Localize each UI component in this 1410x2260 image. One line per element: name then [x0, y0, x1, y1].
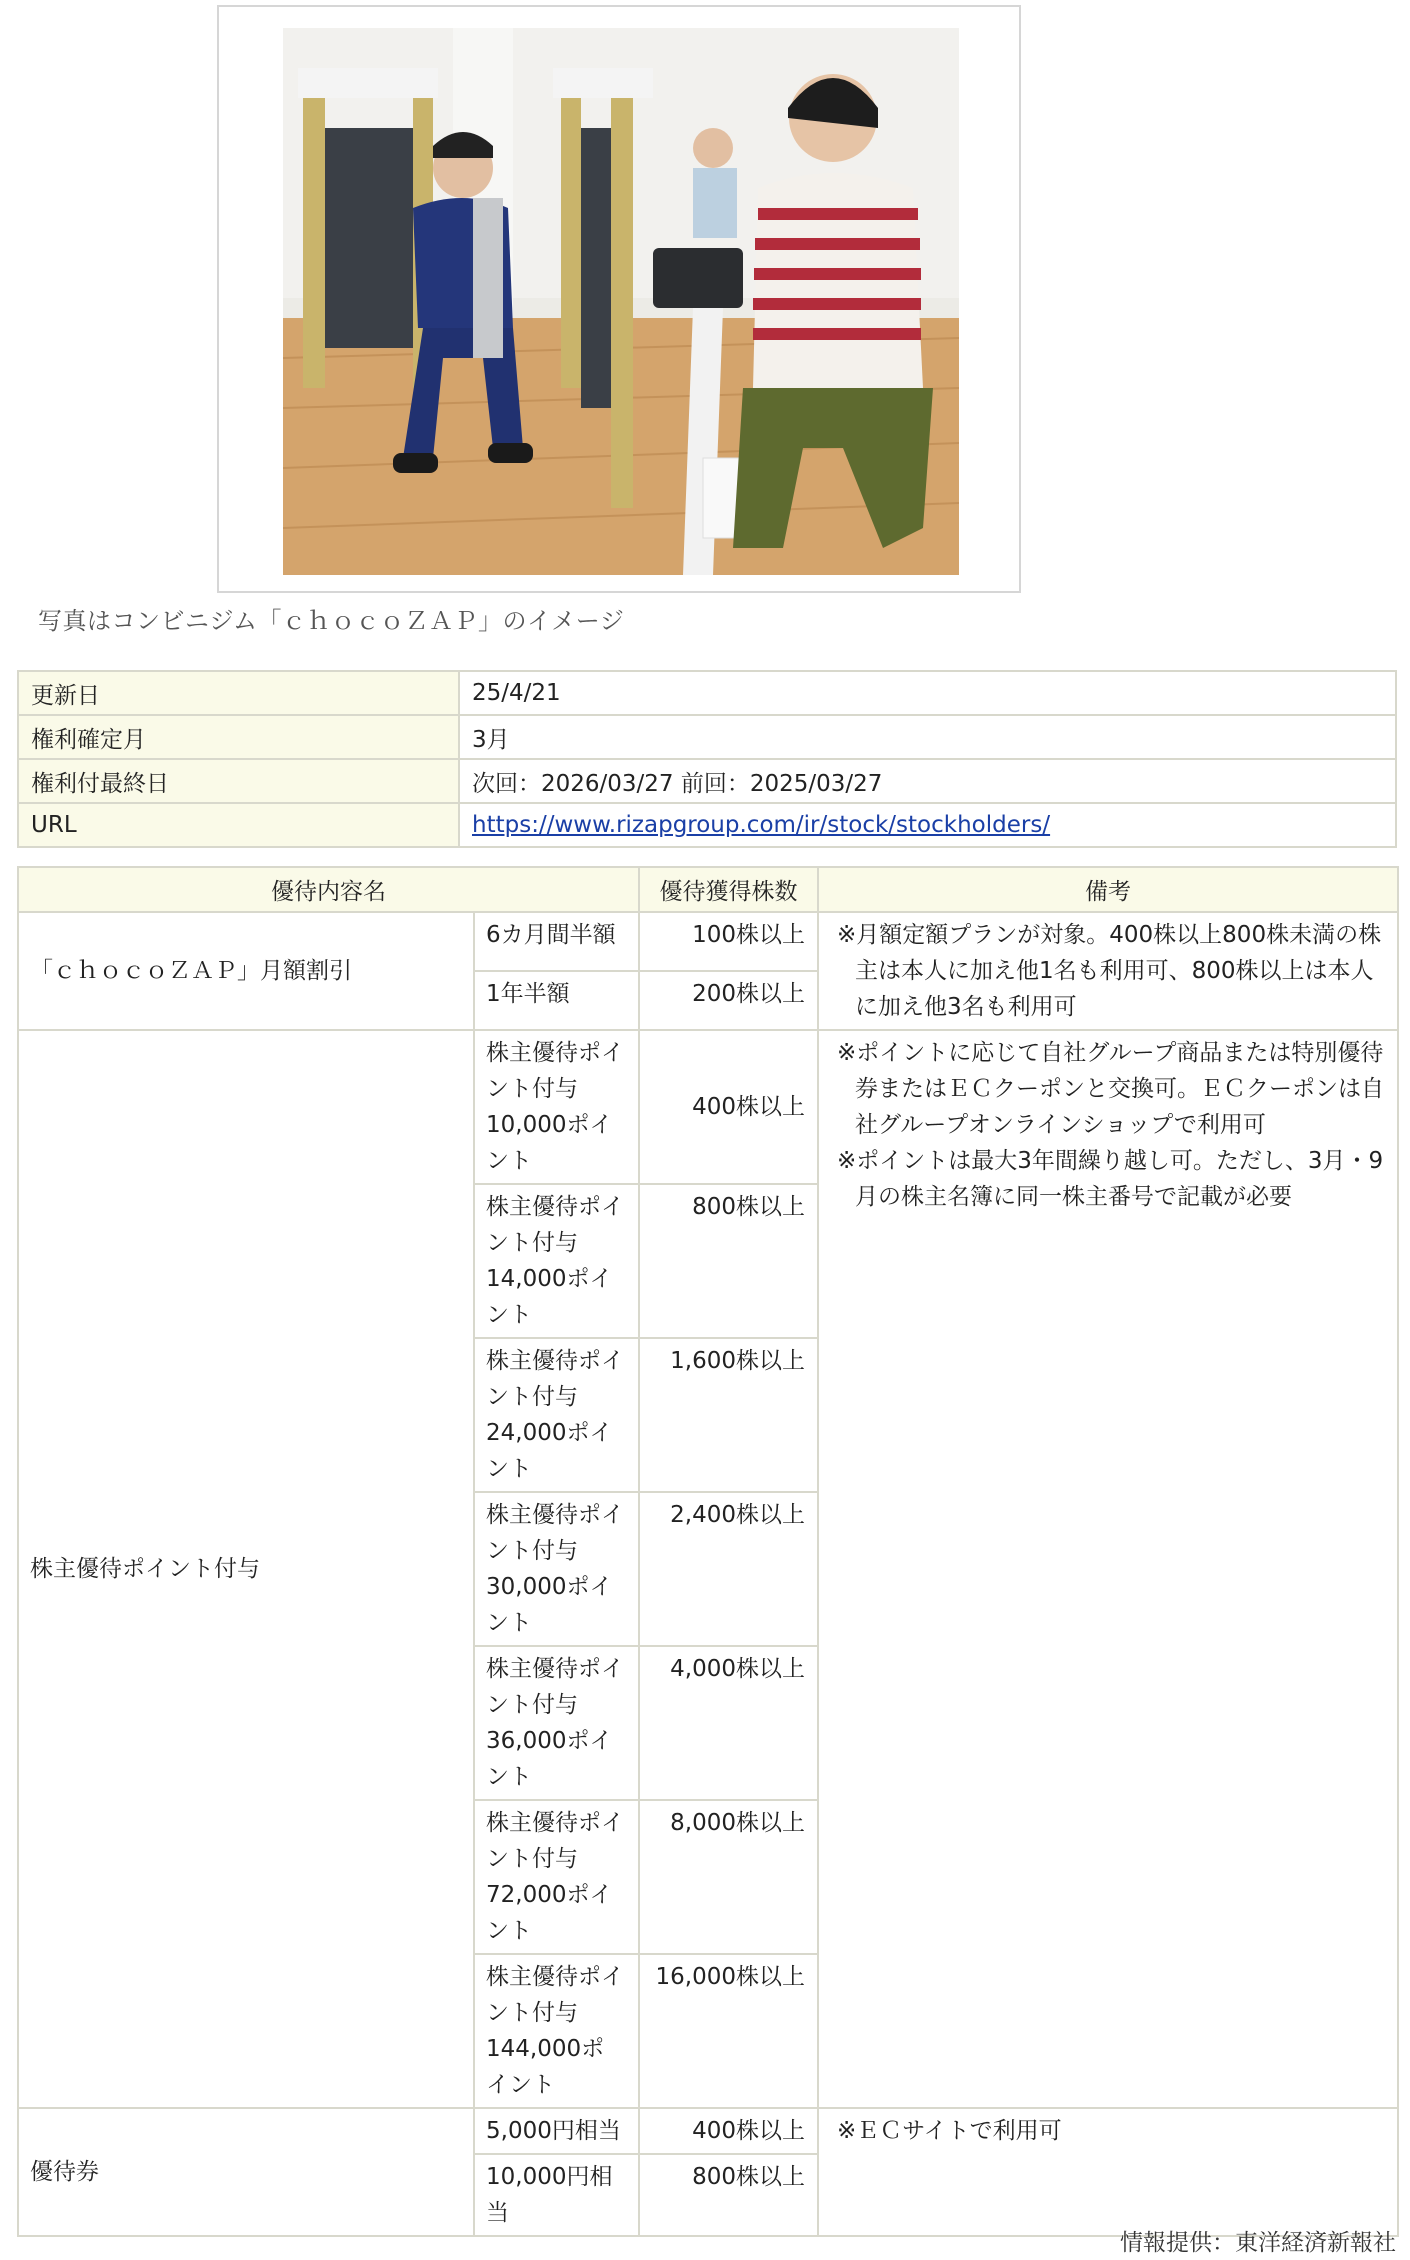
benefit-shares: 1,600株以上 — [639, 1338, 818, 1492]
photo-frame — [217, 5, 1021, 593]
info-value: 25/4/21 — [459, 671, 1396, 715]
header-notes: 備考 — [818, 867, 1398, 912]
benefit-detail: 5,000円相当 — [474, 2108, 639, 2154]
info-key: 更新日 — [18, 671, 459, 715]
note-line: ※ＥＣサイトで利用可 — [837, 2118, 1062, 2144]
benefit-shares: 16,000株以上 — [639, 1954, 818, 2108]
header-shares: 優待獲得株数 — [639, 867, 818, 912]
benefit-shares: 400株以上 — [639, 1030, 818, 1184]
benefit-name: 「ｃｈｏｃｏＺＡＰ」月額割引 — [18, 912, 474, 1030]
benefit-shares: 800株以上 — [639, 2154, 818, 2236]
info-row-last-trading-day — [18, 759, 1396, 803]
benefit-shares: 200株以上 — [639, 971, 818, 1030]
info-key: 権利確定月 — [18, 715, 459, 759]
benefit-name: 株主優待ポイント付与 — [18, 1030, 474, 2108]
info-key: URL — [18, 803, 459, 847]
benefit-notes — [818, 912, 1398, 1030]
benefit-detail: 株主優待ポイント付与24,000ポイント — [474, 1338, 639, 1492]
benefit-detail: 6カ月間半額 — [474, 912, 639, 971]
benefit-table — [17, 866, 1399, 2237]
info-value: 3月 — [459, 715, 1396, 759]
benefit-shares: 100株以上 — [639, 912, 818, 971]
benefit-detail: 株主優待ポイント付与72,000ポイント — [474, 1800, 639, 1954]
stockholders-link[interactable]: https://www.rizapgroup.com/ir/stock/stockholders/ — [472, 812, 1051, 838]
gym-photo — [283, 28, 959, 575]
benefit-detail: 10,000円相当 — [474, 2154, 639, 2236]
table-row — [18, 2108, 1398, 2154]
benefit-notes — [818, 2108, 1398, 2236]
photo-caption: 写真はコンビニジム「ｃｈｏｃｏＺＡＰ」のイメージ — [38, 607, 625, 635]
benefit-shares: 4,000株以上 — [639, 1646, 818, 1800]
stock-info-table — [17, 670, 1397, 848]
benefit-name: 優待券 — [18, 2108, 474, 2236]
benefit-shares: 800株以上 — [639, 1184, 818, 1338]
note-line: ※ポイントに応じて自社グループ商品または特別優待券またはＥＣクーポンと交換可。ＥＣクーポンは自社グループオンラインショップで利用可 — [837, 1040, 1384, 1138]
info-row-update-date — [18, 671, 1396, 715]
benefit-shares: 400株以上 — [639, 2108, 818, 2154]
benefit-detail: 株主優待ポイント付与10,000ポイント — [474, 1030, 639, 1184]
info-row-record-month — [18, 715, 1396, 759]
info-value: 次回：2026/03/27 前回：2025/03/27 — [459, 759, 1396, 803]
benefit-detail: 株主優待ポイント付与36,000ポイント — [474, 1646, 639, 1800]
benefit-shares: 8,000株以上 — [639, 1800, 818, 1954]
benefit-notes — [818, 1030, 1398, 2108]
table-row — [18, 1030, 1398, 1184]
benefit-header-row — [18, 867, 1398, 912]
benefit-detail: 株主優待ポイント付与14,000ポイント — [474, 1184, 639, 1338]
benefit-shares: 2,400株以上 — [639, 1492, 818, 1646]
info-key: 権利付最終日 — [18, 759, 459, 803]
benefit-detail: 株主優待ポイント付与144,000ポイント — [474, 1954, 639, 2108]
header-benefit-name: 優待内容名 — [18, 867, 639, 912]
info-credit: 情報提供：東洋経済新報社 — [1120, 2230, 1396, 2256]
table-row — [18, 912, 1398, 971]
info-value — [459, 803, 1396, 847]
info-row-url — [18, 803, 1396, 847]
benefit-detail: 1年半額 — [474, 971, 639, 1030]
note-line: ※ポイントは最大3年間繰り越し可。ただし、3月・9月の株主名簿に同一株主番号で記載が必要 — [837, 1148, 1384, 1210]
benefit-detail: 株主優待ポイント付与30,000ポイント — [474, 1492, 639, 1646]
note-line: ※月額定額プランが対象。400株以上800株未満の株主は本人に加え他1名も利用可、800株以上は本人に加え他3名も利用可 — [837, 922, 1382, 1020]
